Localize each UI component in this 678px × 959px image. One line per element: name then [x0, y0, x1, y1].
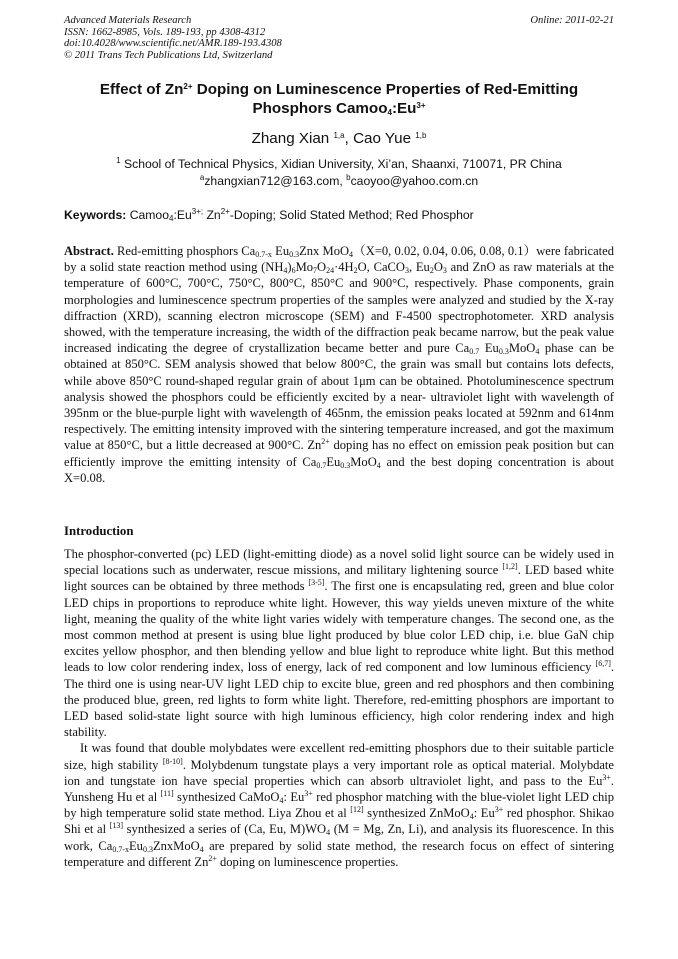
abstract-text: MoO — [350, 454, 377, 469]
paragraph-text: (M = Mg, Zn, Li), and analysis its fluorescence. In this work, Ca — [64, 822, 614, 853]
keywords-line — [64, 207, 614, 223]
abstract-sub: 2 — [429, 266, 434, 276]
abstract-text: O — [433, 260, 443, 275]
abstract-sub: 4 — [376, 460, 381, 470]
keyword-text: -Doping; Solid Stated Method; Red Phosphor — [229, 208, 474, 222]
subscript: 4 — [199, 844, 204, 854]
paragraph-text: doping on luminescence properties. — [216, 854, 399, 869]
citation[interactable]: [13] — [109, 821, 124, 831]
title-text: :Eu — [391, 100, 417, 117]
paragraph-text: red phosphor matching with the blue-violet light LED chip by high temperature solid state method. Liya Zhou et al — [64, 790, 614, 821]
abstract-sub: 4 — [535, 347, 540, 357]
abstract-text: O — [317, 260, 327, 275]
paragraph-text: . Molybdenum tungstate plays a very important role as optical material. Molybdate ion and tungstate ion have special properties which can absorb ultraviolet light, and pass to the Eu — [64, 757, 614, 788]
keyword-sup: 3+; — [191, 207, 204, 216]
abstract-text: doping has no effect on emission peak position but can efficiently improve the emitting intensity of Ca — [64, 438, 614, 469]
author-1-affil: 1,a — [333, 131, 345, 140]
subscript: 0.7-x — [112, 844, 129, 854]
paragraph-text: . Yunsheng Hu et al — [64, 773, 614, 805]
paragraph-text: ZnxMoO — [152, 838, 200, 853]
paragraph-text: synthesized CaMoO — [173, 790, 280, 805]
paper-title — [40, 80, 638, 118]
subscript: 4 — [279, 796, 284, 806]
abstract-sup: 2+ — [321, 437, 330, 447]
email-b[interactable]: caoyoo@yahoo.com.cn — [350, 173, 479, 188]
subscript: 0.3 — [142, 844, 153, 854]
abstract-text: , Eu — [408, 260, 430, 275]
journal-name: Advanced Materials Research — [64, 15, 192, 26]
citation[interactable]: [6,7] — [595, 659, 611, 669]
abstract-sub: 0.3 — [498, 347, 509, 357]
superscript: 3+ — [602, 772, 611, 782]
abstract-text: Eu — [479, 341, 499, 356]
email-a[interactable]: zhangxian712@163.com, — [204, 173, 347, 188]
abstract-sub: 6 — [291, 266, 296, 276]
title-sub: 4 — [387, 108, 392, 117]
subscript: 4 — [326, 828, 331, 838]
abstract-text: Mo — [295, 260, 314, 275]
affiliation-block — [40, 156, 638, 189]
abstract-sub: 0.3 — [340, 460, 351, 470]
author-2: Cao Yue — [353, 130, 416, 147]
abstract-text: MoO — [508, 341, 536, 356]
keyword-sub: 4 — [169, 214, 174, 223]
email-a-sup: a — [199, 172, 205, 182]
abstract-text: and ZnO as raw materials at the temperature of 600°C, 700°C, 750°C, 800°C, 850°C and 900°C, respectively. Phase components, grain morphologies and luminescence spectrum properties of the samples were analyzed and studied by the X-ray diffraction (XRD), scanning electron microscope (SEM) and F-4500 spectrophotometer. XRD analysis showed, with the temperature increasing, the width of the diffraction peak became narrow, but the peak value increased indicating the degree of crystallization became better and pure Ca — [64, 260, 614, 356]
superscript: 2+ — [208, 853, 217, 863]
abstract-text: ·4H — [334, 260, 354, 275]
author-list — [40, 130, 638, 148]
abstract-text: Eu — [271, 244, 290, 258]
affiliation-text: School of Technical Physics, Xidian University, Xi’an, Shaanxi, 710071, PR China — [120, 157, 562, 171]
abstract-paragraph — [64, 243, 614, 486]
abstract-sub: 7 — [313, 266, 318, 276]
paragraph-text: : Eu — [473, 806, 495, 821]
keyword-sup: 2+ — [220, 207, 230, 216]
title-text: Phosphors Camoo — [252, 100, 388, 117]
citation[interactable]: [11] — [160, 789, 174, 799]
citation[interactable]: [8-10] — [162, 756, 183, 766]
abstract-sub: 0.7 — [316, 460, 327, 470]
paragraph-text: are prepared by solid state method, the research focus on effect of sintering temperature and different Zn — [64, 838, 615, 869]
abstract-sub: 4 — [349, 250, 354, 259]
intro-paragraph-1 — [64, 546, 614, 740]
abstract-text: Eu — [326, 454, 341, 469]
subscript: 4 — [469, 812, 474, 822]
abstract-sub: 0.7 — [469, 347, 480, 357]
abstract-text: Red-emitting phosphors Ca — [113, 244, 256, 258]
title-sup: 3+ — [416, 101, 426, 110]
abstract-text: ) — [287, 260, 292, 275]
superscript: 3+ — [494, 805, 504, 815]
copyright-line: © 2011 Trans Tech Publications Ltd, Switzerland — [64, 49, 273, 61]
keyword-text: Camoo — [126, 208, 169, 222]
keywords-label: Keywords: — [64, 208, 127, 222]
paragraph-text: . The third one is using near-UV light LED chip to excite blue, green and red phosphors and then combining the produced blue, green, red lights to form white light. Therefore, red-emitting phosphors are important to LED based solid-state light source with high luminous efficiency, high color rendering index and high stability. — [64, 660, 614, 740]
title-sup: 2+ — [183, 82, 193, 91]
intro-paragraph-2 — [64, 740, 614, 870]
keyword-text: :Eu — [173, 208, 192, 222]
doi-line[interactable]: doi:10.4028/www.scientific.net/AMR.189-193.4308 — [64, 38, 282, 50]
abstract-text: （X=0, 0.02, 0.04, 0.06, 0.08, 0.1）were fabricated by a solid state reaction method using (NH — [64, 244, 614, 275]
author-1: Zhang Xian — [251, 130, 334, 147]
citation[interactable]: [1,2] — [502, 562, 518, 572]
paragraph-text: . LED based white light sources can be obtained by three methods — [64, 563, 614, 594]
abstract-text: Znx MoO — [299, 244, 350, 258]
superscript: 3+ — [304, 789, 313, 799]
issn-line: ISSN: 1662-8985, Vols. 189-193, pp 4308-4312 — [64, 26, 266, 38]
email-b-sup: b — [346, 172, 351, 182]
paragraph-text: red phosphor. Shikao Shi et al — [64, 806, 614, 837]
abstract-text: phase can be obtained at 850°C. SEM analysis showed that below 800°C, the grain was small but contains lots defects, while above 850°C round-shaped regular grain of about 1μm can be obtained. Photoluminescence spectrum analysis showed the phosphors could be efficiently excited by a near- ultraviolet light with wavelength of 395nm or the blue-purple light with wavelength of 465nm, the emission peaks located at 592nm and 614nm respectively. The emitting intensity improved with the sintering temperature increased, and got the maximum value at 850°C, but a little decreased at 900°C. Zn — [64, 341, 614, 453]
affil-sup: 1 — [116, 156, 121, 165]
abstract-sub: 0.3 — [289, 250, 300, 259]
paragraph-text: Eu — [129, 838, 143, 853]
paragraph-text: . The first one is encapsulating red, green and blue color LED chips in proportions to reproduce white light. However, this way yields uneven mixture of the white light, meaning the quality of the white light varies widely with temperature changes. The second one, as the most common method at present is using blue light produced by blue color LED chip, i.e. blue GaN chip excites yellow phosphor, and then blending yellow and blue light to reproduce white light. But this method leads to low color rendering index, loss of energy, lack of red component and low luminous efficiency — [64, 579, 615, 675]
online-date: Online: 2011-02-21 — [530, 15, 614, 26]
title-text: Effect of Zn — [99, 81, 184, 98]
abstract-text: O, CaCO — [357, 260, 405, 275]
abstract-sub: 3 — [404, 266, 409, 276]
abstract-label: Abstract. — [64, 244, 114, 258]
author-sep: , — [344, 130, 354, 147]
paragraph-text: The phosphor-converted (pc) LED (light-emitting diode) as a novel solid light source can be widely used in special locations such as underwater, rescue missions, and military lightening source — [64, 547, 614, 578]
section-heading-introduction: Introduction — [64, 524, 134, 538]
paragraph-text: synthesized ZnMoO — [363, 806, 470, 821]
citation[interactable]: [12] — [350, 805, 364, 815]
title-text: Doping on Luminescence Properties of Red-Emitting — [192, 81, 579, 98]
abstract-sub: 3 — [442, 266, 447, 276]
citation[interactable]: [3-5] — [308, 578, 325, 588]
author-2-affil: 1,b — [415, 131, 427, 140]
abstract-sub: 24 — [326, 266, 335, 276]
abstract-sub: 0.7-x — [255, 250, 272, 259]
abstract-text: and the best doping concentration is about X=0.08. — [64, 454, 614, 485]
introduction-section — [64, 546, 614, 870]
paragraph-text: : Eu — [283, 790, 305, 805]
paragraph-text: synthesized a series of (Ca, Eu, M)WO — [123, 822, 327, 837]
abstract-sub: 2 — [353, 266, 358, 276]
journal-header — [64, 15, 614, 61]
keyword-text: Zn — [203, 208, 221, 222]
abstract-sub: 4 — [283, 266, 288, 276]
paragraph-text: It was found that double molybdates were excellent red-emitting phosphors due to their suitable particle size, high stability — [64, 741, 614, 772]
